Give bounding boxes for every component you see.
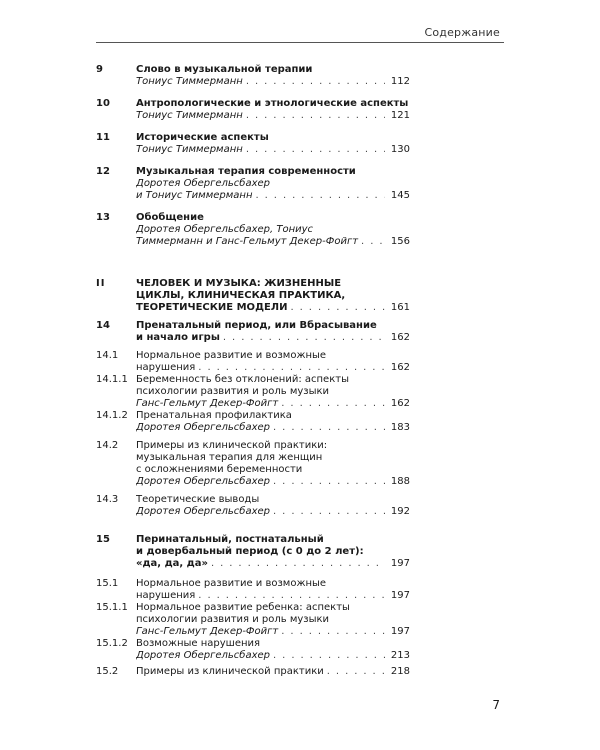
dot-leader (198, 362, 385, 374)
toc-entry (96, 98, 410, 122)
toc-entry-title: «да, да, да» (136, 558, 208, 569)
toc-entry-author: Доротея Обергельсбахер (136, 422, 271, 433)
toc-entry-title: музыкальная терапия для женщин (136, 452, 323, 463)
toc-entry-title: с осложнениями беременности (136, 464, 303, 475)
toc-entry-title: и начало игры (136, 332, 220, 343)
toc-entry-page: 112 (390, 76, 410, 87)
toc-entry (96, 212, 410, 248)
toc-entry-title: Нормальное развитие ребенка: аспекты (136, 602, 350, 613)
toc-entry-title: Обобщение (136, 212, 204, 223)
toc-entry (96, 410, 410, 434)
dot-leader (290, 302, 385, 314)
toc-entry-page: 162 (390, 332, 410, 343)
toc-entry-author: Доротея Обергельсбахер (136, 178, 271, 189)
toc-entry-author: Доротея Обергельсбахер (136, 476, 271, 487)
toc-entry-page: 183 (390, 422, 410, 433)
dot-leader (361, 236, 385, 248)
toc-entry-number: 15.1.1 (96, 602, 128, 613)
toc-entry-page: 197 (390, 590, 410, 601)
toc-entry-number: 15 (96, 534, 110, 545)
toc-entry-author: Доротея Обергельсбахер (136, 650, 271, 661)
dot-leader (327, 666, 385, 678)
toc-entry (96, 166, 410, 202)
dot-leader (281, 398, 385, 410)
toc-entry-title: Теоретические выводы (136, 494, 260, 505)
toc-entry-page: 213 (390, 650, 410, 661)
toc-entry (96, 494, 410, 518)
toc-entry-page: 188 (390, 476, 410, 487)
toc-entry (96, 440, 410, 488)
toc-entry-title: Примеры из клинической практики: (136, 440, 328, 451)
toc-entry-number: 14.1.1 (96, 374, 128, 385)
toc-entry-number: 14.1.2 (96, 410, 128, 421)
toc-entry (96, 374, 410, 410)
dot-leader (281, 626, 385, 638)
toc-entry-page: 197 (390, 626, 410, 637)
dot-leader (198, 590, 385, 602)
toc-entry-author: Ганс-Гельмут Декер-Фойгт (136, 626, 279, 637)
toc-entry-title: Беременность без отклонений: аспекты (136, 374, 349, 385)
toc-entry-title: Перинатальный, постнатальный (136, 534, 324, 545)
toc-entry-title: и довербальный период (с 0 до 2 лет): (136, 546, 364, 557)
toc-entry-page: 156 (390, 236, 410, 247)
header-rule (96, 42, 504, 43)
toc-entry-title: ЧЕЛОВЕК И МУЗЫКА: ЖИЗНЕННЫЕ (136, 278, 342, 289)
toc-entry-page: 162 (390, 398, 410, 409)
toc-entry-page: 130 (390, 144, 410, 155)
dot-leader (246, 110, 385, 122)
toc-entry-number: 15.2 (96, 666, 119, 677)
toc-entry-title: Примеры из клинической практики (136, 666, 324, 677)
toc-entry-title: Антропологические и этнологические аспекты (136, 98, 409, 109)
toc-entry-number: 14.3 (96, 494, 119, 505)
toc-entry-author: Ганс-Гельмут Декер-Фойгт (136, 398, 279, 409)
toc-entry-title: нарушения (136, 362, 196, 373)
dot-leader (246, 76, 385, 88)
toc-entry (96, 534, 410, 570)
toc-entry-page: 162 (390, 362, 410, 373)
toc-entry-title: Возможные нарушения (136, 638, 261, 649)
toc-entry-title: Пренатальная профилактика (136, 410, 292, 421)
toc-entry (96, 602, 410, 638)
toc-entry-title: психологии развития и роль музыки (136, 614, 330, 625)
toc-entry-page: 192 (390, 506, 410, 517)
toc-entry-number: 13 (96, 212, 110, 223)
toc-entry-title: Нормальное развитие и возможные (136, 350, 327, 361)
toc-entry-title: нарушения (136, 590, 196, 601)
toc-entry-number: 14.1 (96, 350, 119, 361)
toc-entry-author: Тониус Тиммерманн (136, 76, 243, 87)
toc-entry-author: Тониус Тиммерманн (136, 144, 243, 155)
toc-entry-page: 145 (390, 190, 410, 201)
toc-entry-title: Слово в музыкальной терапии (136, 64, 313, 75)
dot-leader (273, 650, 385, 662)
toc-entry (96, 666, 410, 678)
dot-leader (273, 422, 385, 434)
running-header: Содержание (424, 26, 500, 39)
toc-entry-title: Исторические аспекты (136, 132, 269, 143)
toc-entry-title: ТЕОРЕТИЧЕСКИЕ МОДЕЛИ (136, 302, 288, 313)
dot-leader (211, 558, 385, 570)
toc-entry-page: 218 (390, 666, 410, 677)
toc-entry-number: 15.1.2 (96, 638, 128, 649)
toc-entry (96, 132, 410, 156)
toc-entry-author: Тониус Тиммерманн (136, 110, 243, 121)
toc-entry-author: Доротея Обергельсбахер (136, 506, 271, 517)
page-number: 7 (492, 698, 500, 712)
toc-entry (96, 350, 410, 374)
toc-entry-title: ЦИКЛЫ, КЛИНИЧЕСКАЯ ПРАКТИКА, (136, 290, 346, 301)
dot-leader (255, 190, 385, 202)
toc-entry-number: II (96, 278, 106, 289)
toc-entry-title: Пренатальный период, или Вбрасывание (136, 320, 377, 331)
dot-leader (223, 332, 385, 344)
toc-entry (96, 278, 410, 314)
toc-entry-number: 10 (96, 98, 110, 109)
toc-entry-page: 197 (390, 558, 410, 569)
toc-entry-author: Тиммерманн и Ганс-Гельмут Декер-Фойгт (136, 236, 359, 247)
toc-entry-title: Нормальное развитие и возможные (136, 578, 327, 589)
toc-entry (96, 578, 410, 602)
toc-entry (96, 638, 410, 662)
toc-entry-page: 121 (390, 110, 410, 121)
toc-entry-title: психологии развития и роль музыки (136, 386, 330, 397)
toc-entry-page: 161 (390, 302, 410, 313)
dot-leader (246, 144, 385, 156)
toc-entry-number: 15.1 (96, 578, 119, 589)
toc-entry-number: 9 (96, 64, 103, 75)
toc-entry-title: Музыкальная терапия современности (136, 166, 356, 177)
toc-entry (96, 320, 410, 344)
dot-leader (273, 506, 385, 518)
table-of-contents (96, 64, 410, 678)
dot-leader (273, 476, 385, 488)
toc-entry-author: Доротея Обергельсбахер, Тониус (136, 224, 314, 235)
toc-entry-number: 14.2 (96, 440, 119, 451)
toc-entry-author: и Тониус Тиммерманн (136, 190, 253, 201)
toc-entry (96, 64, 410, 88)
toc-entry-number: 12 (96, 166, 110, 177)
toc-entry-number: 11 (96, 132, 110, 143)
toc-entry-number: 14 (96, 320, 110, 331)
